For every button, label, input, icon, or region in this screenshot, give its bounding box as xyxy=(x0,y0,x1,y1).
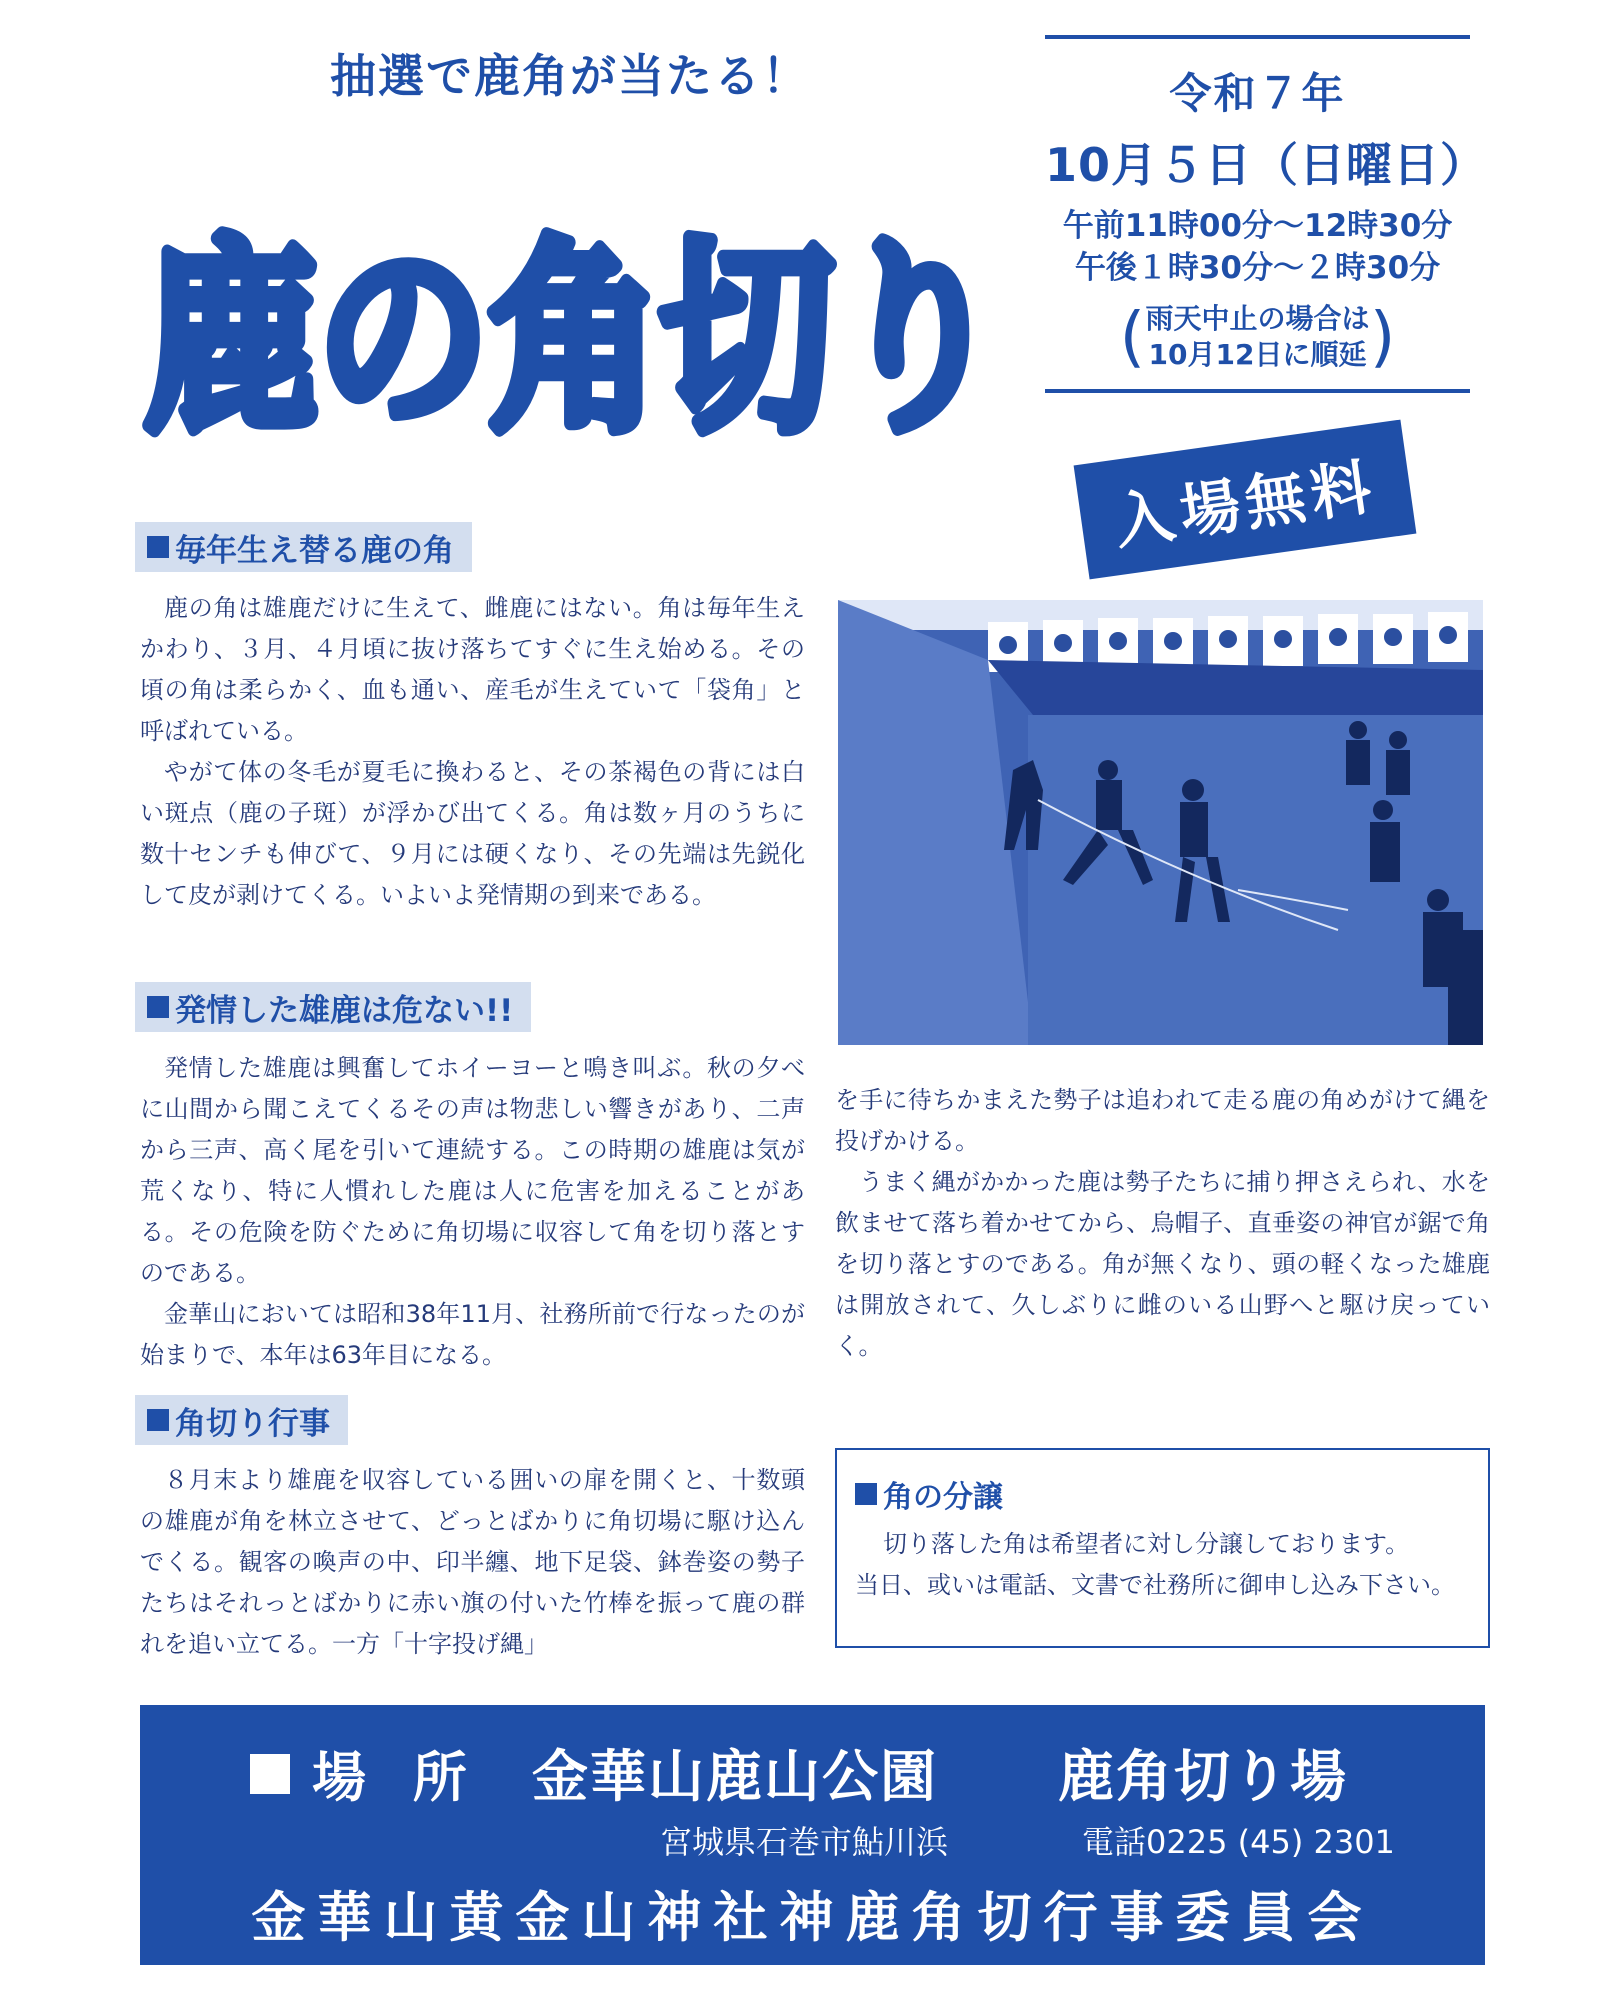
venue-place-park: 金華山鹿山公園 xyxy=(532,1745,938,1810)
venue-address: 宮城県石巻市鮎川浜 xyxy=(660,1823,949,1861)
event-date-box xyxy=(1045,35,1488,393)
main-title-brush-text xyxy=(135,115,1015,485)
event-era-year: 令和７年 xyxy=(1169,69,1346,118)
venue-place-site: 鹿角切り場 xyxy=(1058,1745,1348,1810)
square-bullet-icon xyxy=(855,1483,877,1505)
paragraph: 発情した雄鹿は興奮してホイーヨーと鳴き叫ぶ。秋の夕べに山間から聞こえてくるその声は物悲しい響きがあり、二声から三声、高く尾を引いて連続する。この時期の雄鹿は気が荒くなり、特に人慣れした鹿は人に危害を加えることがある。その危険を防ぐために角切場に収容して角を切り落とすのである。 xyxy=(140,1054,805,1287)
deer-antler-cutting-photo xyxy=(838,600,1483,1045)
square-bullet-icon xyxy=(147,536,169,558)
square-bullet-icon xyxy=(250,1754,290,1794)
rain-note xyxy=(1125,301,1389,373)
paragraph: を手に待ちかまえた勢子は追われて走る鹿の角めがけて縄を投げかける。 xyxy=(835,1086,1490,1155)
venue-banner xyxy=(140,1705,1485,1965)
section-body-event xyxy=(140,1460,805,1665)
admission-free-badge: 入場無料 xyxy=(1074,420,1417,580)
section-body-event-continued xyxy=(835,1080,1490,1367)
paragraph: ８月末より雄鹿を収容している囲いの扉を開くと、十数頭の雄鹿が角を林立させて、どっとばかりに角切場に駆け込んでくる。観客の喚声の中、印半纏、地下足袋、鉢巻姿の勢子たちはそれっとばかりに赤い旗の付いた竹棒を振って鹿の群れを追い立てる。一方「十字投げ縄」 xyxy=(140,1466,805,1658)
section-heading-antlers xyxy=(135,522,472,572)
event-date: 10月５日（日曜日） xyxy=(1045,138,1488,192)
square-bullet-icon xyxy=(147,1409,169,1431)
paragraph: 金華山においては昭和38年11月、社務所前で行なったのが始まりで、本年は63年目になる。 xyxy=(140,1300,805,1369)
venue-label xyxy=(250,1735,481,1812)
section-heading-event-text: 角切り行事 xyxy=(175,1405,330,1442)
paragraph: 鹿の角は雄鹿だけに生えて、雌鹿にはない。角は毎年生えかわり、３月、４月頃に抜け落ちてすぐに生え始める。その頃の角は柔らかく、血も通い、産毛が生えていて「袋角」と呼ばれている。 xyxy=(140,594,805,745)
tagline: 抽選で鹿角が当たる！ xyxy=(330,49,810,103)
rain-note-line1: ( 雨天中止の場合は xyxy=(1145,302,1370,335)
section-heading-event xyxy=(135,1395,348,1445)
section-heading-rut-text: 発情した雄鹿は危ない!! xyxy=(175,992,514,1029)
event-time-am: 午前11時00分～12時30分 xyxy=(1062,208,1453,244)
section-body-antlers xyxy=(140,588,805,916)
photo-illustration xyxy=(838,600,1483,1045)
paragraph: うまく縄がかかった鹿は勢子たちに捕り押さえられ、水を飲ませて落ち着かせてから、烏帽子、直垂姿の神官が鋸で角を切り落とすのである。角が無くなり、頭の軽くなった雄鹿は開放されて、久しぶりに雌のいる山野へと駆け戻っていく。 xyxy=(835,1168,1490,1360)
paragraph: やがて体の冬毛が夏毛に換わると、その茶褐色の背には白い斑点（鹿の子斑）が浮かび出てくる。角は数ヶ月のうちに数十センチも伸びて、９月には硬くなり、その先端は先鋭化して皮が剥けてくる。いよいよ発情期の到来である。 xyxy=(140,758,805,909)
organizer-name: 金華山黄金山神社神鹿角切行事委員会 xyxy=(251,1886,1374,1949)
square-bullet-icon xyxy=(147,996,169,1018)
antler-sale-box xyxy=(835,1448,1490,1648)
main-title xyxy=(135,115,1015,485)
section-body-rut xyxy=(140,1048,805,1376)
rain-note-line2: 10月12日に順延 xyxy=(1148,338,1367,371)
antler-sale-line1: 切り落した角は希望者に対し分譲しております。 xyxy=(883,1530,1410,1558)
antler-sale-title xyxy=(855,1472,1470,1516)
venue-phone: 電話0225 (45) 2301 xyxy=(1082,1823,1395,1861)
section-heading-rut xyxy=(135,982,531,1032)
main-title-text: 鹿の角切り xyxy=(145,221,1005,459)
section-heading-antlers-text: 毎年生え替る鹿の角 xyxy=(175,532,454,569)
venue-label-text: 場 所 xyxy=(312,1746,481,1809)
event-time-pm: 午後１時30分～２時30分 xyxy=(1074,250,1441,286)
antler-sale-title-text: 角の分譲 xyxy=(883,1480,1003,1515)
antler-sale-line2: 当日、或いは電話、文書で社務所に御申し込み下さい。 xyxy=(855,1571,1455,1599)
